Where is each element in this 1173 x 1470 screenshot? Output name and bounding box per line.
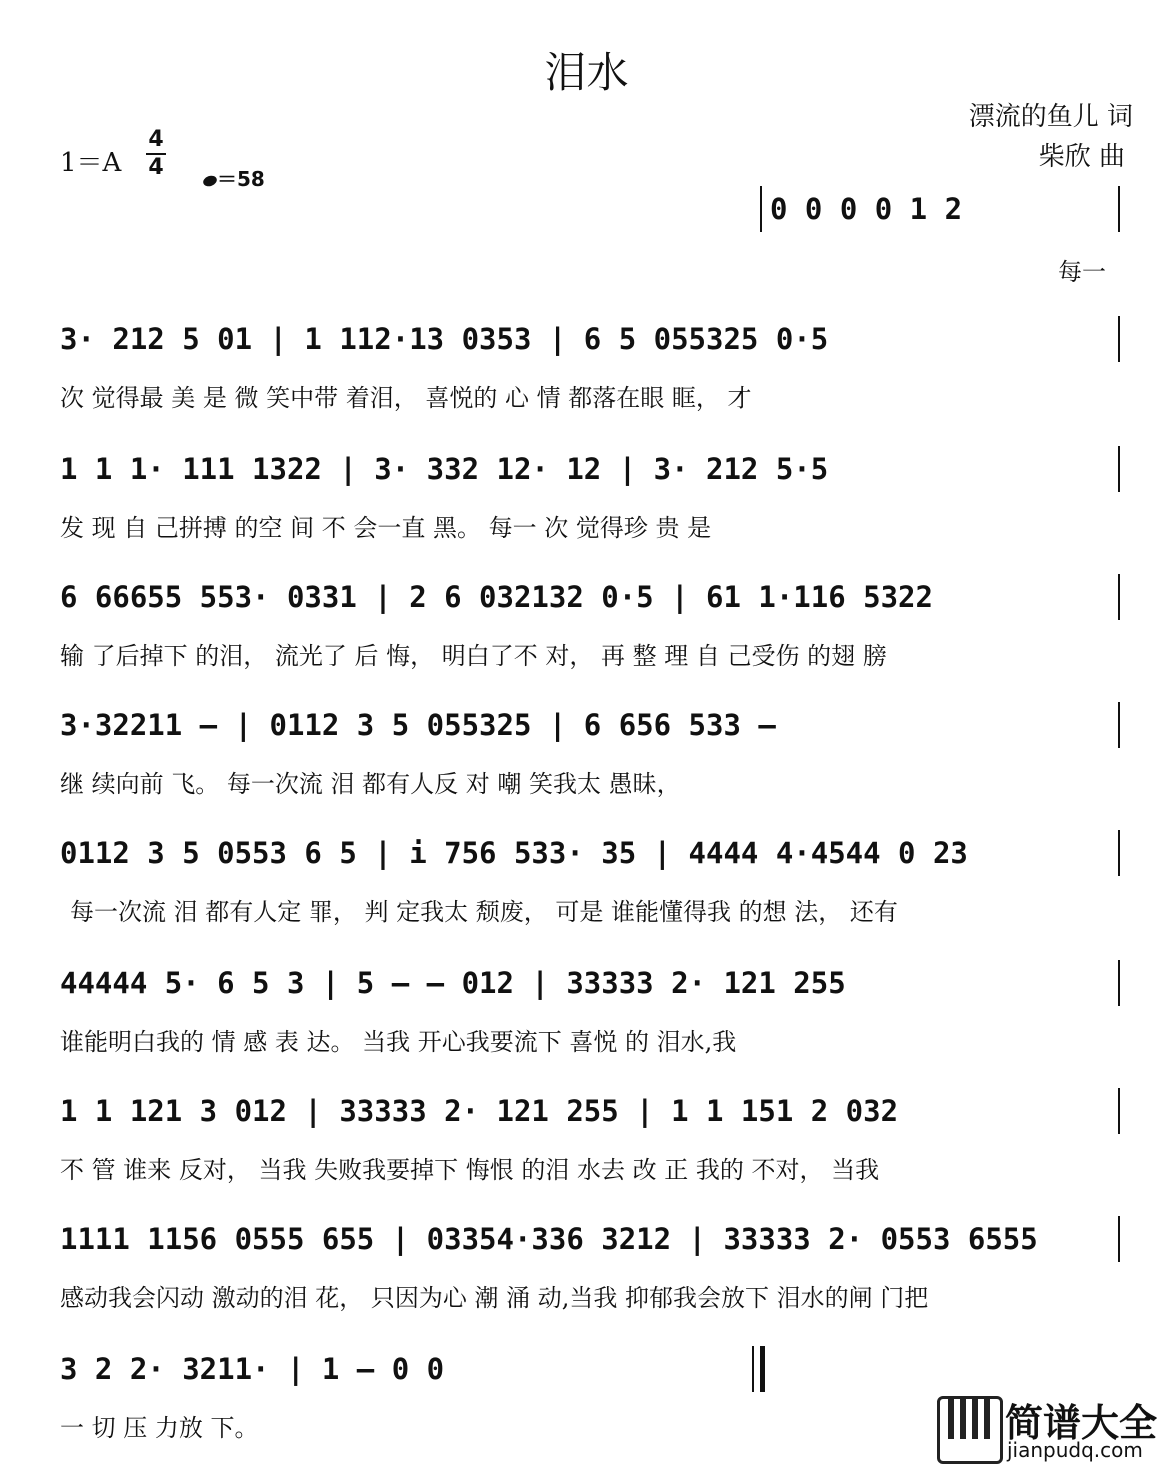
time-signature-top: 4 <box>148 127 164 152</box>
barline <box>760 186 762 232</box>
composer-credit: 柴欣 曲 <box>1038 142 1125 172</box>
lyrics-row: 每一 <box>1058 258 1106 286</box>
key-signature: 1＝A <box>60 148 122 178</box>
notation-row: 1111 1156 0555 655 | 03354·336 3212 | 33333 2· 0553 6555 <box>60 1222 1038 1256</box>
notation-row: 1 1 1· 111 1322 | 3· 332 12· 12 | 3· 212 5·5 <box>60 452 829 486</box>
time-signature-bottom: 4 <box>148 155 164 180</box>
piano-keys-icon <box>937 1396 1003 1464</box>
final-barline-thin <box>752 1346 754 1392</box>
barline <box>1118 1088 1120 1134</box>
barline <box>1118 1216 1120 1262</box>
lyrics-row: 每一次流 泪 都有人定 罪， 判 定我太 颓废， 可是 谁能懂得我 的想 法， 还有 <box>70 898 898 926</box>
tempo-value: ＝58 <box>217 167 265 191</box>
quarter-note-icon <box>202 173 219 187</box>
barline <box>1118 960 1120 1006</box>
watermark-url: jianpudq.com <box>1007 1438 1143 1462</box>
barline <box>1118 702 1120 748</box>
notation-row: 0 0 0 0 1 2 <box>770 192 963 226</box>
notation-row: 44444 5· 6 5 3 | 5 – – 012 | 33333 2· 121 255 <box>60 966 846 1000</box>
lyrics-row: 不 管 谁来 反对， 当我 失败我要掉下 悔恨 的泪 水去 改 正 我的 不对， 当我 <box>60 1156 880 1184</box>
notation-row: 3·32211 – | 0112 3 5 055325 | 6 656 533 – <box>60 708 776 742</box>
barline <box>1118 446 1120 492</box>
watermark-brand: 简谱大全 <box>1005 1401 1158 1445</box>
lyricist-credit: 漂流的鱼儿 词 <box>968 102 1133 132</box>
lyrics-row: 谁能明白我的 情 感 表 达。 当我 开心我要流下 喜悦 的 泪水,我 <box>60 1028 737 1056</box>
lyrics-row: 感动我会闪动 激动的泪 花， 只因为心 潮 涌 动,当我 抑郁我会放下 泪水的闸 门把 <box>60 1284 929 1312</box>
lyrics-row: 次 觉得最 美 是 微 笑中带 着泪， 喜悦的 心 情 都落在眼 眶， 才 <box>60 384 752 412</box>
watermark-logo <box>937 1392 1167 1464</box>
time-signature <box>146 128 166 180</box>
notation-row: 3 2 2· 3211· | 1 – 0 0 <box>60 1352 445 1386</box>
notation-row: 3· 212 5 01 | 1 112·13 0353 | 6 5 055325 0·5 <box>60 322 829 356</box>
lyrics-row: 一 切 压 力放 下。 <box>60 1414 259 1442</box>
barline <box>1118 574 1120 620</box>
notation-row: 6 66655 553· 0331 | 2 6 032132 0·5 | 61 1·116 5322 <box>60 580 933 614</box>
barline <box>1118 830 1120 876</box>
lyrics-row: 继 续向前 飞。 每一次流 泪 都有人反 对 嘲 笑我太 愚昧， <box>60 770 681 798</box>
notation-row: 0112 3 5 0553 6 5 | i 756 533· 35 | 4444 4·4544 0 23 <box>60 836 968 870</box>
tempo-marking <box>203 163 265 192</box>
barline <box>1118 186 1120 232</box>
lyrics-row: 输 了后掉下 的泪， 流光了 后 悔， 明白了不 对， 再 整 理 自 己受伤 的翅 膀 <box>60 642 887 670</box>
barline <box>1118 316 1120 362</box>
lyrics-row: 发 现 自 己拼搏 的空 间 不 会一直 黑。 每一 次 觉得珍 贵 是 <box>60 514 712 542</box>
song-title: 泪水 <box>544 48 629 97</box>
notation-row: 1 1 121 3 012 | 33333 2· 121 255 | 1 1 151 2 032 <box>60 1094 899 1128</box>
final-barline-thick <box>760 1346 765 1392</box>
